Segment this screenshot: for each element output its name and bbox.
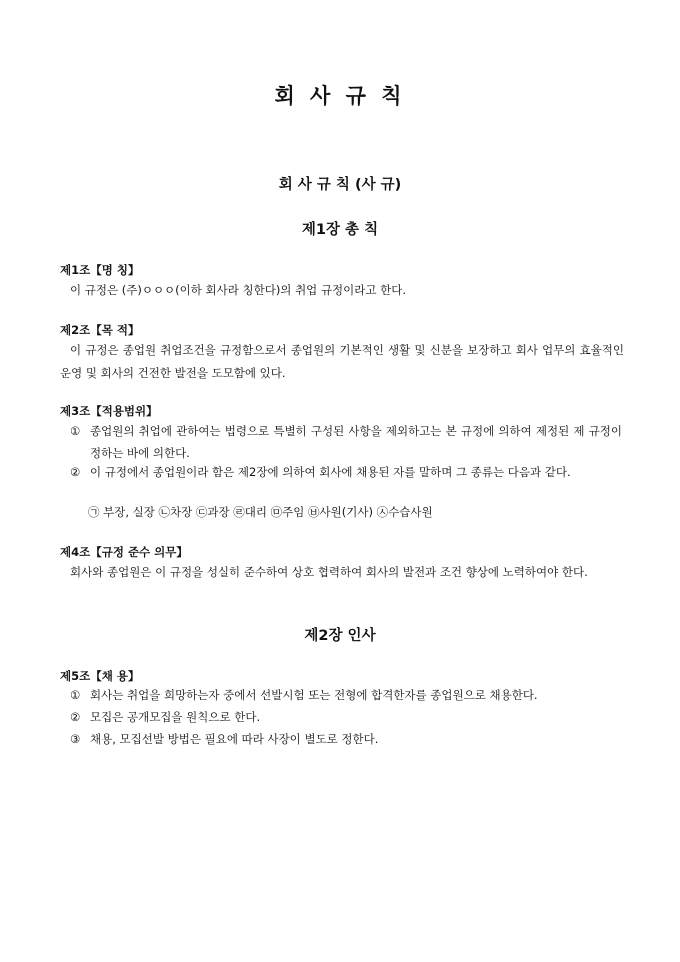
- article-1-body: 이 규정은 (주)ㅇㅇㅇ(이하 회사라 칭한다)의 취업 규정이라고 한다.: [70, 283, 407, 297]
- document-subtitle: 회 사 규 칙 (사 규): [278, 177, 402, 193]
- item-text: 종업원의 취업에 관하여는 법령으로 특별히 구성된 사항을 제외하고는 본 규정에 의하여 제정된 제 규정이 정하는 바에 의한다.: [90, 424, 622, 460]
- item-number: ③: [70, 732, 81, 746]
- article-3-item-1: [70, 420, 622, 464]
- article-3-employee-types: ㉠ 부장, 실장 ㉡차장 ㉢과장 ㉣대리 ㉤주임 ㉥사원(기사) ㉦수습사원: [88, 505, 433, 519]
- item-number: ①: [70, 424, 81, 438]
- article-4-heading: 제4조【규정 준수 의무】: [60, 545, 188, 559]
- article-5-item-1: [70, 684, 622, 706]
- document-title: 회 사 규 칙: [274, 84, 406, 108]
- article-5-item-2: [70, 706, 622, 728]
- item-number: ②: [70, 465, 81, 479]
- item-number: ②: [70, 710, 81, 724]
- article-1-heading: 제1조【명 칭】: [60, 263, 140, 277]
- article-2-body: 이 규정은 종업원 취업조건을 규정함으로서 종업원의 기본적인 생활 및 신분을 보장하고 회사 업무의 효율적인 운영 및 회사의 건전한 발전을 도모함에 있다.: [60, 343, 624, 380]
- item-text: 회사는 취업을 희망하는자 중에서 선발시험 또는 전형에 합격한자를 종업원으로 채용한다.: [90, 688, 538, 702]
- item-text: 모집은 공개모집을 원칙으로 한다.: [90, 710, 261, 724]
- item-text: 채용, 모집선발 방법은 필요에 따라 사장이 별도로 정한다.: [90, 732, 379, 746]
- article-5-item-3: [70, 728, 622, 750]
- item-number: ①: [70, 688, 81, 702]
- item-text: 이 규정에서 종업원이라 함은 제2장에 의하여 회사에 채용된 자를 말하며 그 종류는 다음과 같다.: [90, 465, 571, 479]
- article-3-heading: 제3조【적용범위】: [60, 404, 158, 418]
- article-5-heading: 제5조【채 용】: [60, 669, 140, 683]
- chapter-1-heading: 제1장 총 칙: [301, 222, 379, 238]
- article-3-item-2: [70, 461, 622, 483]
- article-4-body: 회사와 종업원은 이 규정을 성실히 준수하여 상호 협력하여 회사의 발전과 조건 향상에 노력하여야 한다.: [70, 565, 588, 579]
- chapter-2-heading: 제2장 인사: [304, 628, 376, 644]
- article-2-heading: 제2조【목 적】: [60, 323, 140, 337]
